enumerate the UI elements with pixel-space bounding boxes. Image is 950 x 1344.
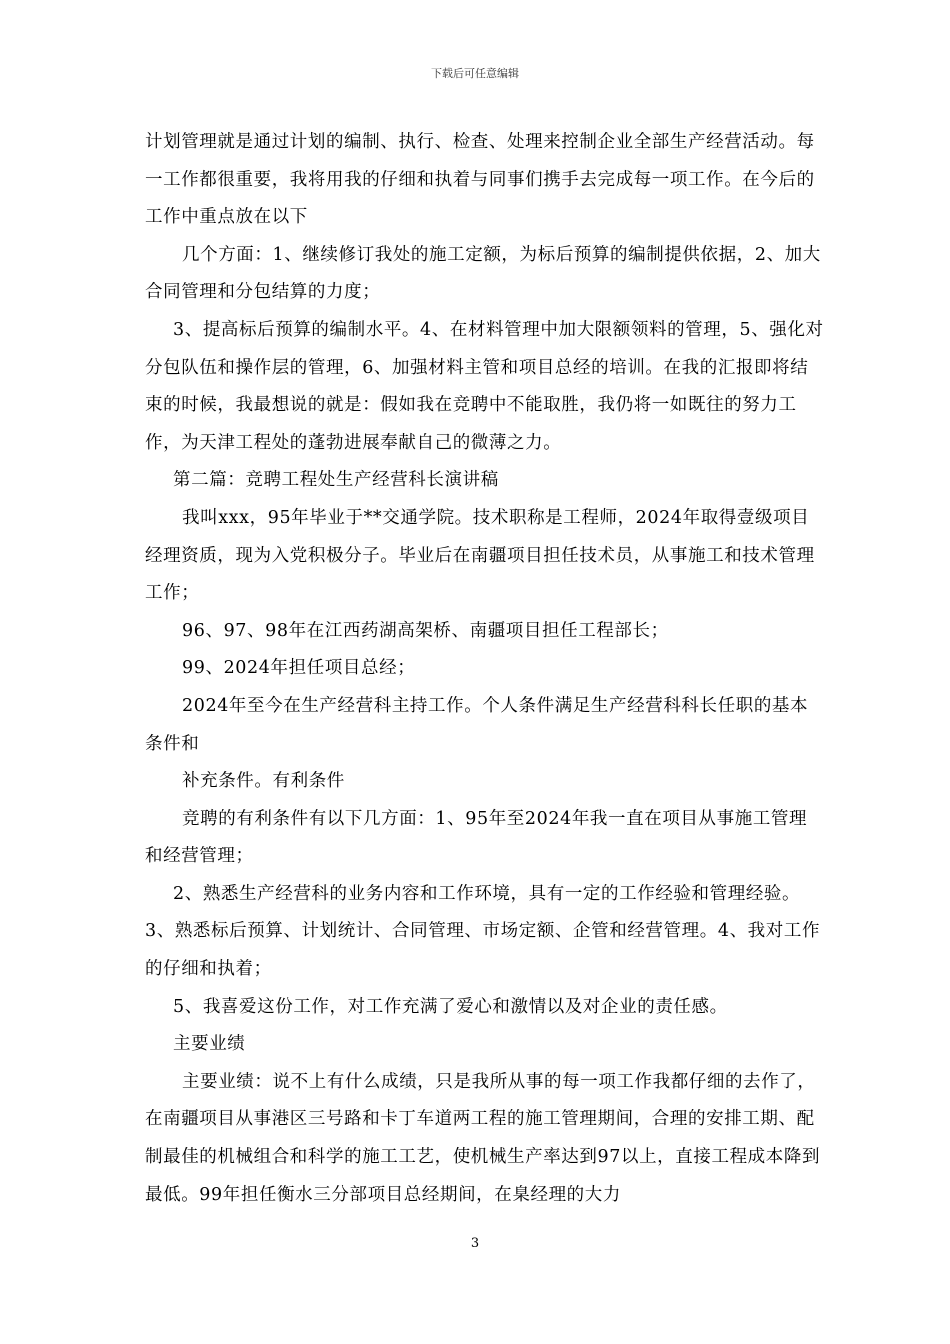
section-heading: 第二篇：竞聘工程处生产经营科长演讲稿 [173,470,499,491]
page-number: 3 [470,1236,480,1251]
document-body [145,124,825,1214]
paragraph: 5、我喜爱这份工作，对工作充满了爱心和激情以及对企业的责任感。 [173,996,728,1017]
paragraph: 3、提高标后预算的编制水平。4、在材料管理中加大限额领料的管理，5、强化对分包队伍和操作层的管理，6、加强材料主管和项目总经的培训。在我的汇报即将结束的时候，我最想说的就是：假如我在竞聘中不能取胜，我仍将一如既往的努力工作，为天津工程处的蓬勃进展奉献自己的微薄之力。 [145,319,824,453]
paragraph: 2024年至今在生产经营科主持工作。个人条件满足生产经营科科长任职的基本条件和 [145,695,809,754]
paragraph: 2、熟悉生产经营科的业务内容和工作环境，具有一定的工作经验和管理经验。3、熟悉标后预算、计划统计、合同管理、市场定额、企管和经营管理。4、我对工作的仔细和执着； [145,883,821,980]
paragraph: 主要业绩：说不上有什么成绩，只是我所从事的每一项工作我都仔细的去作了，在南疆项目从事港区三号路和卡丁车道两工程的施工管理期间，合理的安排工期、配制最佳的机械组合和科学的施工工艺，使机械生产率达到97以上，直接工程成本降到最低。99年担任衡水三分部项目总经期间，在臬经理的大力 [145,1071,821,1205]
paragraph: 99、2024年担任项目总经； [182,658,416,679]
page-header: 下载后可任意编辑 [431,67,519,80]
section-heading: 主要业绩 [173,1034,246,1055]
paragraph: 我叫xxx，95年毕业于**交通学院。技术职称是工程师，2024年取得壹级项目经理资质，现为入党积极分子。毕业后在南疆项目担任技术员，从事施工和技术管理工作； [145,507,815,604]
paragraph: 计划管理就是通过计划的编制、执行、检查、处理来控制企业全部生产经营活动。每一工作都很重要，我将用我的仔细和执着与同事们携手去完成每一项工作。在今后的工作中重点放在以下 [145,132,815,228]
paragraph: 96、97、98年在江西药湖高架桥、南疆项目担任工程部长； [182,620,669,641]
paragraph: 补充条件。有利条件 [182,771,345,792]
paragraph: 几个方面：1、继续修订我处的施工定额，为标后预算的编制提供依据，2、加大合同管理和分包结算的力度； [145,244,821,303]
paragraph: 竞聘的有利条件有以下几方面：1、95年至2024年我一直在项目从事施工管理和经营管理； [145,808,808,867]
